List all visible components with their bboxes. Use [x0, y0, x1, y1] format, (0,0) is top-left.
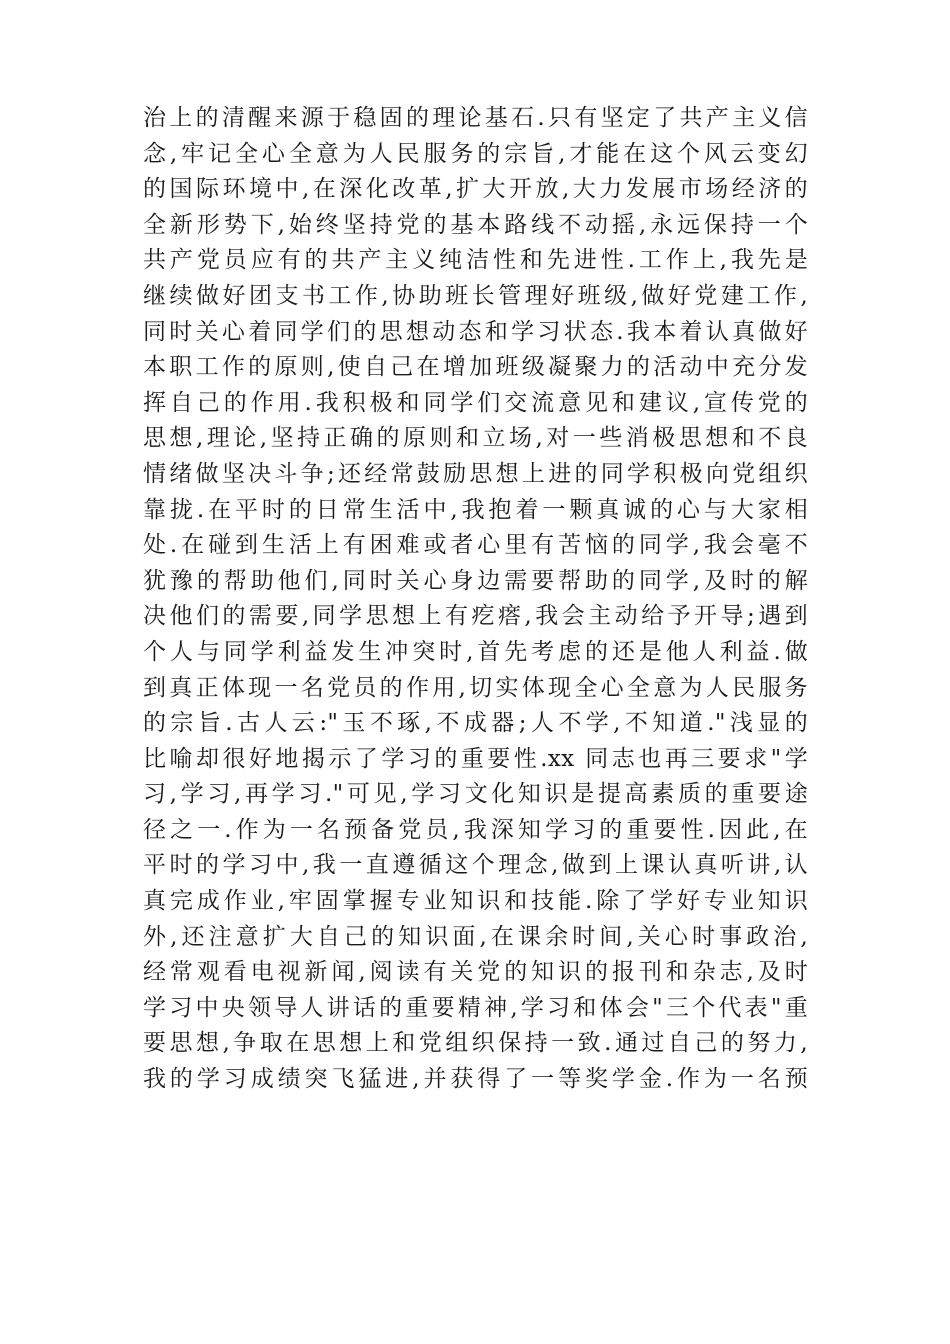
text-line: 我的学习成绩突飞猛进,并获得了一等奖学金.作为一名预 — [143, 1066, 808, 1093]
text-line: 到真正体现一名党员的作用,切实体现全心全意为人民服务 — [143, 674, 808, 701]
text-line: 继续做好团支书工作,协助班长管理好班级,做好党建工作, — [143, 282, 808, 309]
text-line: 习,学习,再学习."可见,学习文化知识是提高素质的重要途 — [143, 781, 808, 808]
text-line: 的国际环境中,在深化改革,扩大开放,大力发展市场经济的 — [143, 176, 808, 203]
text-line: 治上的清醒来源于稳固的理论基石.只有坚定了共产主义信 — [143, 105, 808, 131]
text-line: 的宗旨.古人云:"玉不琢,不成器;人不学,不知道."浅显的 — [143, 710, 808, 737]
text-line: 比喻却很好地揭示了学习的重要性.xx 同志也再三要求"学 — [143, 745, 808, 772]
text-line: 径之一.作为一名预备党员,我深知学习的重要性.因此,在 — [143, 816, 808, 843]
text-line: 犹豫的帮助他们,同时关心身边需要帮助的同学,及时的解 — [143, 567, 808, 594]
text-line: 学习中央领导人讲话的重要精神,学习和体会"三个代表"重 — [143, 994, 808, 1021]
text-line: 真完成作业,牢固掌握专业知识和技能.除了学好专业知识 — [143, 888, 808, 915]
text-line: 念,牢记全心全意为人民服务的宗旨,才能在这个风云变幻 — [143, 140, 808, 167]
text-line: 个人与同学利益发生冲突时,首先考虑的还是他人利益.做 — [143, 638, 808, 665]
text-line: 处.在碰到生活上有困难或者心里有苦恼的同学,我会毫不 — [143, 532, 808, 559]
text-line: 外,还注意扩大自己的知识面,在课余时间,关心时事政治, — [143, 923, 808, 950]
text-line: 同时关心着同学们的思想动态和学习状态.我本着认真做好 — [143, 318, 808, 345]
body-paragraph — [143, 101, 808, 1098]
text-line: 经常观看电视新闻,阅读有关党的知识的报刊和杂志,及时 — [143, 959, 808, 986]
text-line: 本职工作的原则,使自己在增加班级凝聚力的活动中充分发 — [143, 354, 808, 381]
text-line: 全新形势下,始终坚持党的基本路线不动摇,永远保持一个 — [143, 211, 808, 238]
text-line: 靠拢.在平时的日常生活中,我抱着一颗真诚的心与大家相 — [143, 496, 808, 523]
text-line: 挥自己的作用.我积极和同学们交流意见和建议,宣传党的 — [143, 389, 808, 416]
text-line: 决他们的需要,同学思想上有疙瘩,我会主动给予开导;遇到 — [143, 603, 808, 630]
text-line: 思想,理论,坚持正确的原则和立场,对一些消极思想和不良 — [143, 425, 808, 452]
text-line: 平时的学习中,我一直遵循这个理念,做到上课认真听讲,认 — [143, 852, 808, 879]
text-line: 情绪做坚决斗争;还经常鼓励思想上进的同学积极向党组织 — [143, 460, 808, 487]
text-line: 共产党员应有的共产主义纯洁性和先进性.工作上,我先是 — [143, 247, 808, 274]
text-line: 要思想,争取在思想上和党组织保持一致.通过自己的努力, — [143, 1030, 808, 1057]
